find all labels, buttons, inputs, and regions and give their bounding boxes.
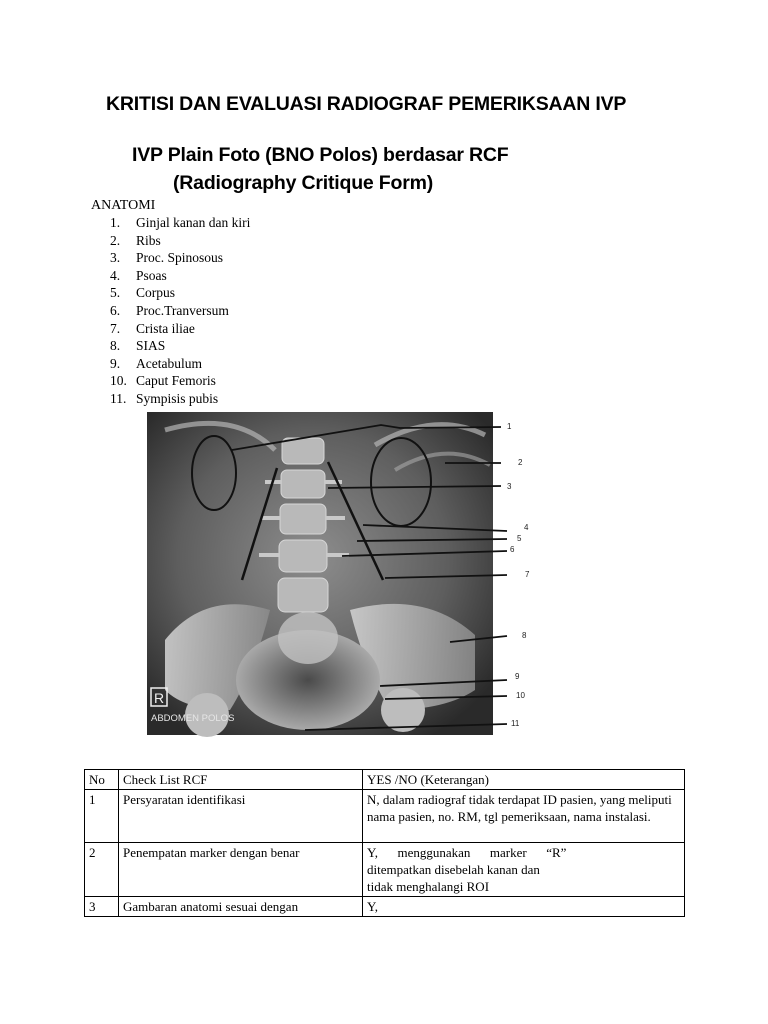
document-subtitle-line1: IVP Plain Foto (BNO Polos) berdasar RCF — [132, 144, 509, 166]
callout-label: 8 — [522, 631, 527, 640]
abdomen-radiograph — [145, 410, 538, 737]
anatomy-item: 11. Sympisis pubis — [110, 390, 219, 406]
anatomy-heading: ANATOMI — [91, 198, 156, 213]
row-item: Gambaran anatomi sesuai dengan — [119, 897, 363, 917]
anatomy-item: 6. Proc.Tranversum — [110, 302, 229, 318]
rcf-checklist-table — [84, 769, 685, 917]
table-row — [85, 897, 685, 917]
anatomy-item: 5. Corpus — [110, 285, 176, 301]
anatomy-item: 4. Psoas — [110, 267, 167, 283]
row-item: Penempatan marker dengan benar — [119, 843, 363, 897]
radiograph-caption: ABDOMEN POLOS — [151, 713, 235, 724]
callout-label: 10 — [516, 691, 525, 700]
callout-label: 7 — [525, 570, 530, 579]
row-keterangan: N, dalam radiograf tidak terdapat ID pasien, yang meliputi nama pasien, no. RM, tgl pemeriksaan, nama instalasi. — [363, 790, 685, 843]
callout-label: 9 — [515, 672, 520, 681]
anatomy-item: 10. Caput Femoris — [110, 373, 216, 389]
table-row — [85, 790, 685, 843]
anatomy-item: 9. Acetabulum — [110, 355, 202, 371]
callout-label: 5 — [517, 534, 522, 543]
side-marker-r: R — [154, 690, 165, 706]
anatomy-item: 8. SIAS — [110, 338, 166, 354]
table-header-row — [85, 770, 685, 790]
row-item: Persyaratan identifikasi — [119, 790, 363, 843]
anatomy-item: 2. Ribs — [110, 232, 161, 248]
row-no: 2 — [85, 843, 119, 897]
table-row — [85, 843, 685, 897]
anatomy-item: 3. Proc. Spinosous — [110, 250, 224, 266]
anatomy-item: 7. Crista iliae — [110, 320, 195, 336]
row-keterangan: Y, — [363, 897, 685, 917]
callout-label: 2 — [518, 458, 523, 467]
document-subtitle-line2: (Radiography Critique Form) — [173, 172, 434, 194]
callout-label: 3 — [507, 482, 512, 491]
document-title: KRITISI DAN EVALUASI RADIOGRAF PEMERIKSAAN IVP — [106, 93, 627, 115]
anatomy-list — [110, 214, 250, 408]
col-header-no: No — [85, 770, 119, 790]
col-header-checklist: Check List RCF — [119, 770, 363, 790]
col-header-keterangan: YES /NO (Keterangan) — [363, 770, 685, 790]
row-no: 3 — [85, 897, 119, 917]
row-keterangan: Y, menggunakan marker “R” ditempatkan disebelah kanan dan tidak menghalangi ROI — [363, 843, 685, 897]
callout-label: 1 — [507, 422, 512, 431]
row-no: 1 — [85, 790, 119, 843]
callout-label: 6 — [510, 545, 515, 554]
callout-label: 11 — [511, 719, 520, 728]
anatomy-item: 1. Ginjal kanan dan kiri — [110, 215, 251, 230]
callout-label: 4 — [524, 523, 529, 532]
